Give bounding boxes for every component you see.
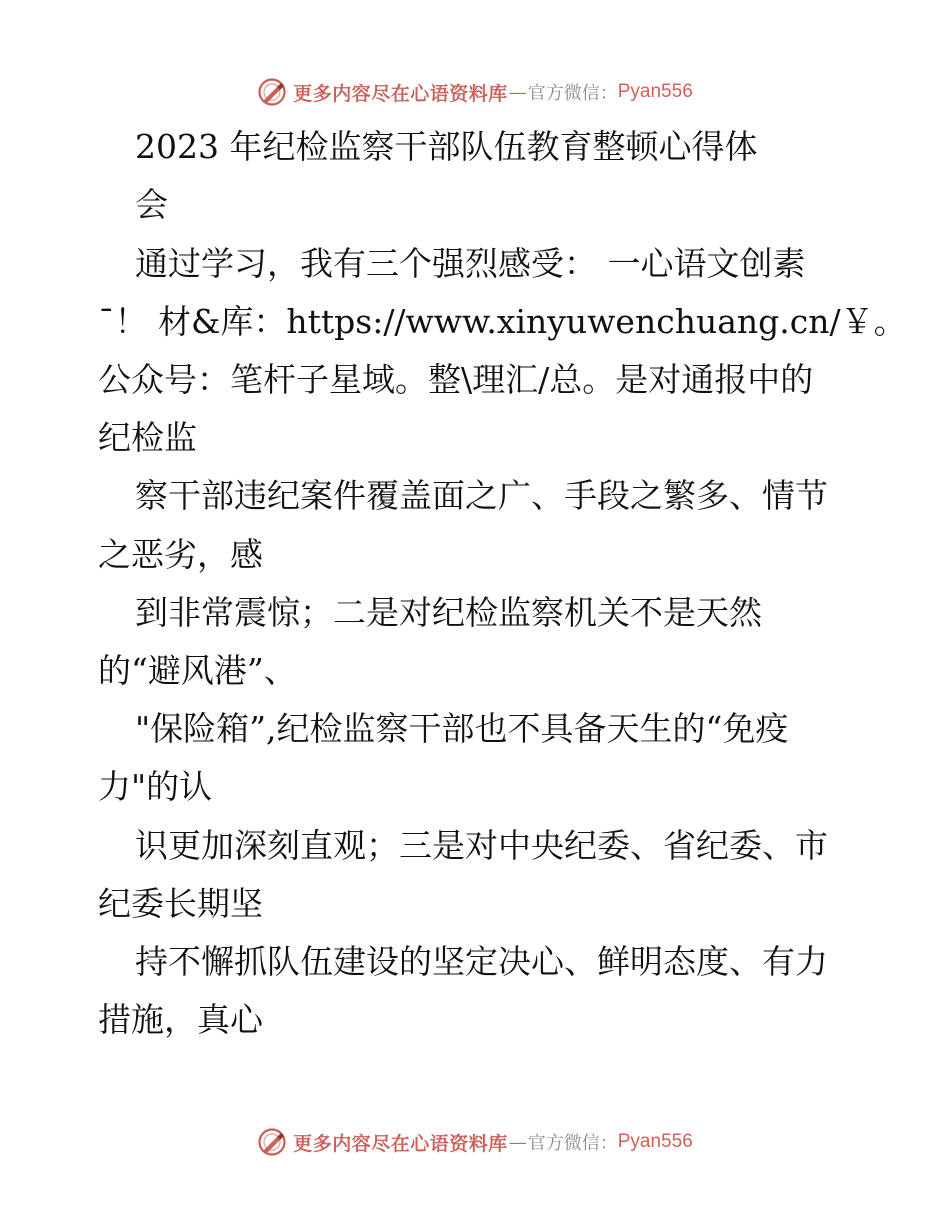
banner-wechat-id: Pyan556 bbox=[617, 1131, 693, 1152]
paragraph-line: "保险箱”,纪检监察干部也不具备天生的“免疫 bbox=[135, 709, 789, 748]
paragraph-line: 持不懈抓队伍建设的坚定决心、鲜明态度、有力 bbox=[135, 942, 828, 981]
document-title-line: 2023 年纪检监察干部队伍教育整顿心得体 bbox=[135, 127, 758, 166]
paragraph-line: ¯！ 材&库：https://www.xinyuwenchuang.cn/￥。 bbox=[98, 302, 907, 341]
paragraph-line: 力"的认 bbox=[98, 767, 213, 806]
banner-title: 更多内容尽在心语资料库 bbox=[293, 1132, 508, 1155]
paragraph-line: 公众号：笔杆子星域。整\理汇/总。是对通报中的 bbox=[98, 360, 814, 399]
footer-banner bbox=[0, 1122, 950, 1162]
banner-dash: — bbox=[508, 81, 527, 103]
banner-title: 更多内容尽在心语资料库 bbox=[293, 82, 508, 105]
paragraph-line: 措施，真心 bbox=[98, 1000, 263, 1039]
pen-logo-icon bbox=[257, 1127, 287, 1157]
paragraph-line: 的“避风港”、 bbox=[98, 651, 297, 690]
banner-wechat-label: 官方微信： bbox=[527, 1133, 618, 1154]
banner-dash: — bbox=[508, 1131, 527, 1153]
paragraph-line: 通过学习，我有三个强烈感受： 一心语文创素 bbox=[135, 244, 806, 283]
paragraph-line: 纪委长期坚 bbox=[98, 884, 263, 923]
banner-wechat-label: 官方微信： bbox=[527, 83, 618, 104]
paragraph-line: 之恶劣，感 bbox=[98, 535, 263, 574]
paragraph-line: 识更加深刻直观；三是对中央纪委、省纪委、市 bbox=[135, 826, 828, 865]
paragraph-line: 到非常震惊；二是对纪检监察机关不是天然 bbox=[135, 593, 762, 632]
banner-wechat-id: Pyan556 bbox=[617, 81, 693, 102]
paragraph-line: 察干部违纪案件覆盖面之广、手段之繁多、情节 bbox=[135, 476, 828, 515]
header-banner bbox=[0, 72, 950, 112]
paragraph-line: 纪检监 bbox=[98, 418, 197, 457]
pen-logo-icon bbox=[257, 77, 287, 107]
document-title-line: 会 bbox=[135, 185, 168, 224]
